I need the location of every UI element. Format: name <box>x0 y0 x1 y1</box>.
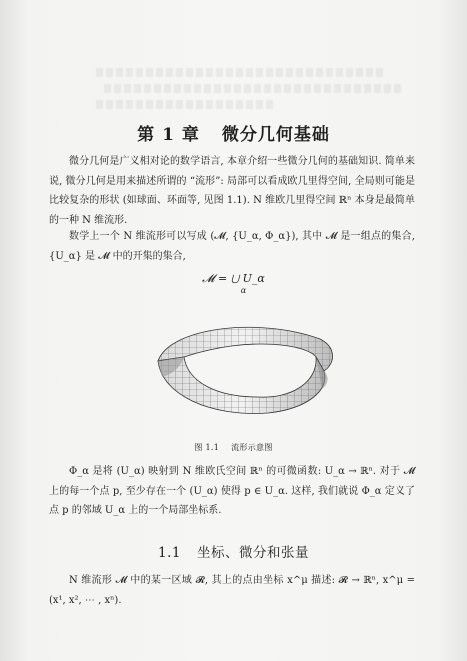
section-title: 坐标、微分和张量 <box>196 545 309 561</box>
union-equation <box>0 272 467 295</box>
figure-caption <box>0 442 467 453</box>
chapter-title: 微分几何基础 <box>221 125 330 145</box>
equation-subscript: α <box>240 286 247 295</box>
chapter-heading <box>0 120 467 145</box>
show-through-text <box>96 68 386 77</box>
show-through-text <box>96 100 276 109</box>
mobius-strip-figure <box>140 305 340 435</box>
section-heading <box>0 541 467 561</box>
chapter-number: 第 1 章 <box>137 125 200 145</box>
figure-caption-text: 流形示意图 <box>231 443 273 452</box>
chart-definition-paragraph: Φ_α 是将 (U_α) 映射到 N 维欧氏空间 ℝⁿ 的可微函数: U_α → ℝⁿ. 对于 𝓜 上的每一个点 p, 至少存在一个 (U_α) 使得 p ∈ U_α. 这样, 我们就说 Φ_α 定义了点 p 的邻域 U_α 上的一个局部坐标系. <box>49 466 415 516</box>
figure-number: 图 1.1 <box>194 443 220 452</box>
show-through-text <box>104 84 404 93</box>
coordinates-paragraph: N 维流形 𝓜 中的某一区域 𝓡, 其上的点由坐标 x^μ 描述: 𝓡 → ℝⁿ, x^μ = (x¹, x², ⋯ , xⁿ). <box>49 575 415 606</box>
section-number: 1.1 <box>158 545 181 561</box>
equation-main: 𝓜 = ⋃ U_α <box>202 272 265 285</box>
manifold-definition-paragraph: 数学上一个 N 维流形可以写成 (𝓜, {U_α, Φ_α}), 其中 𝓜 是一组点的集合, {U_α} 是 𝓜 中的开集的集合, <box>49 231 415 262</box>
mobius-front-grid <box>158 357 325 413</box>
intro-paragraph: 微分几何是广义相对论的数学语言, 本章介绍一些微分几何的基础知识. 简单来说, 微分几何是用来描述所谓的 “流形”: 局部可以看成欧几里得空间, 全局则可能是比较复杂的形状 (如球面、环面等, 见图 1.1). N 维欧几里得空间 ℝⁿ 本身是最简单的一种 N 维流形. <box>49 156 415 226</box>
